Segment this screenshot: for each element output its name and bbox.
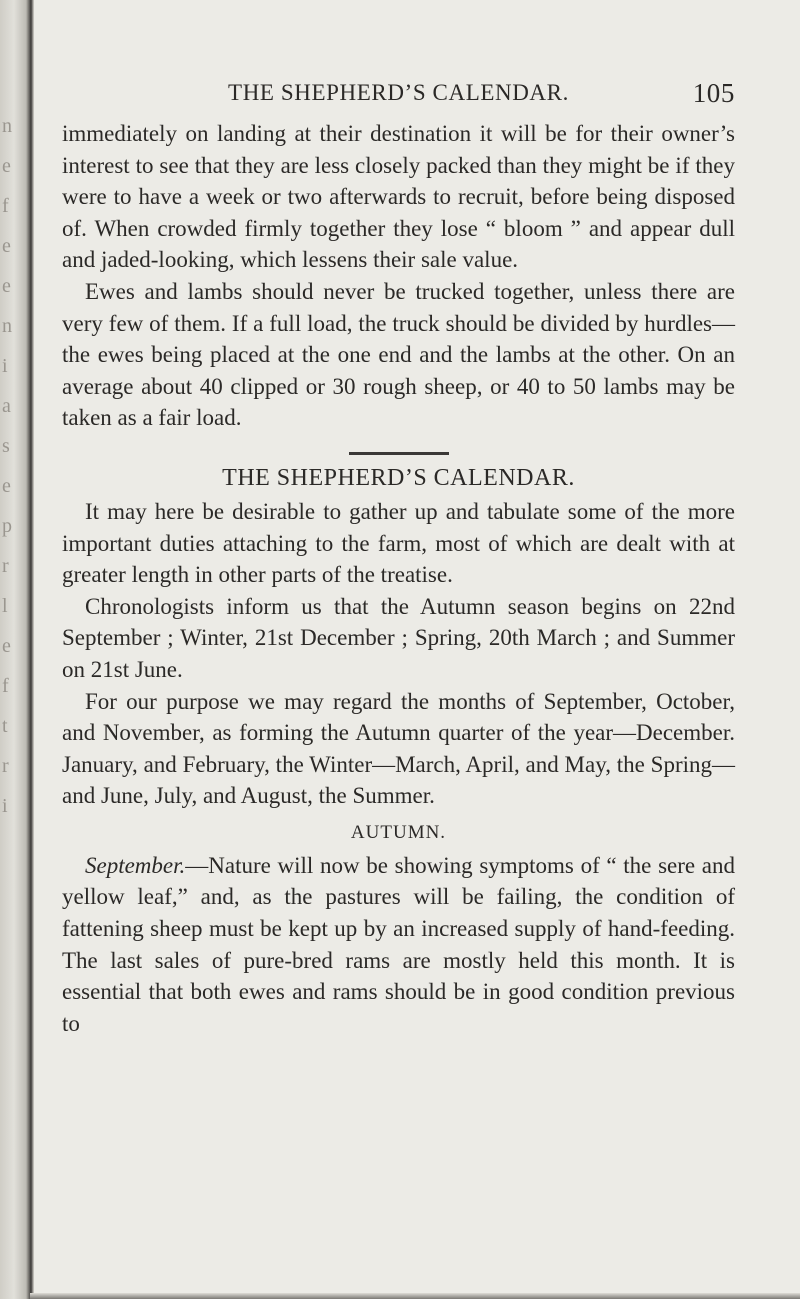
margin-char: e	[2, 235, 11, 257]
margin-char: r	[2, 755, 9, 777]
paragraph: immediately on landing at their destination it will be for their owner’s interest to see that they are less closely packed than they might be if they were to have a week or two afterwards to recruit, before being disposed of. When crowded firmly together they lose “ bloom ” and appear dull and jaded-looking, which lessens their sale value.	[62, 121, 735, 273]
margin-char: n	[2, 115, 12, 137]
section-divider	[349, 452, 449, 455]
margin-char: e	[2, 155, 11, 177]
margin-char: a	[2, 395, 11, 417]
running-title: THE SHEPHERD’S CALENDAR.	[228, 80, 569, 105]
running-head	[62, 78, 735, 114]
margin-char: l	[2, 595, 8, 617]
margin-char: e	[2, 475, 11, 497]
paragraph: Chronologists inform us that the Autumn season begins on 22nd September ; Winter, 21st December ; Spring, 20th March ; and Summer on 21st June.	[62, 593, 735, 682]
margin-char: p	[2, 515, 12, 537]
margin-char: t	[2, 715, 8, 737]
paragraph: For our purpose we may regard the months of September, October, and November, as forming the Autumn quarter of the year—December. January, and February, the Winter—March, April, and May, the Spring—and June, July, and August, the Summer.	[62, 688, 735, 809]
paragraph-text: —Nature will now be showing symptoms of “ the sere and yellow leaf,” and, as the pastures will be failing, the condition of fattening sheep must be kept up by an increased supply of hand-feeding. The last sales of pure-bred rams are mostly held this month. It is essential that both ewes and rams should be in good condition previous to	[62, 852, 735, 1036]
page-bottom-edge	[30, 1293, 800, 1299]
margin-char: e	[2, 635, 11, 657]
margin-char: n	[2, 315, 12, 337]
margin-char: e	[2, 275, 11, 297]
paragraph: It may here be desirable to gather up and tabulate some of the more important duties attaching to the farm, most of which are dealt with at greater length in other parts of the treatise.	[62, 498, 735, 588]
book-page	[62, 78, 735, 1039]
margin-char: i	[2, 355, 8, 377]
section-heading: THE SHEPHERD’S CALENDAR.	[222, 464, 575, 491]
paragraph	[62, 850, 735, 1040]
margin-char: f	[2, 675, 9, 697]
margin-char: f	[2, 195, 9, 217]
page-number: 105	[692, 78, 735, 108]
season-subheading: AUTUMN.	[350, 821, 447, 843]
margin-char: r	[2, 555, 9, 577]
month-lead: September.	[85, 852, 186, 878]
paragraph: Ewes and lambs should never be trucked together, unless there are very few of them. If a full load, the truck should be divided by hurdles—the ewes being placed at the one end and the lambs at the other. On an average about 40 clipped or 30 rough sheep, or 40 to 50 lambs may be taken as a fair load.	[62, 278, 735, 431]
margin-char: i	[2, 795, 8, 817]
margin-char: s	[2, 435, 10, 457]
